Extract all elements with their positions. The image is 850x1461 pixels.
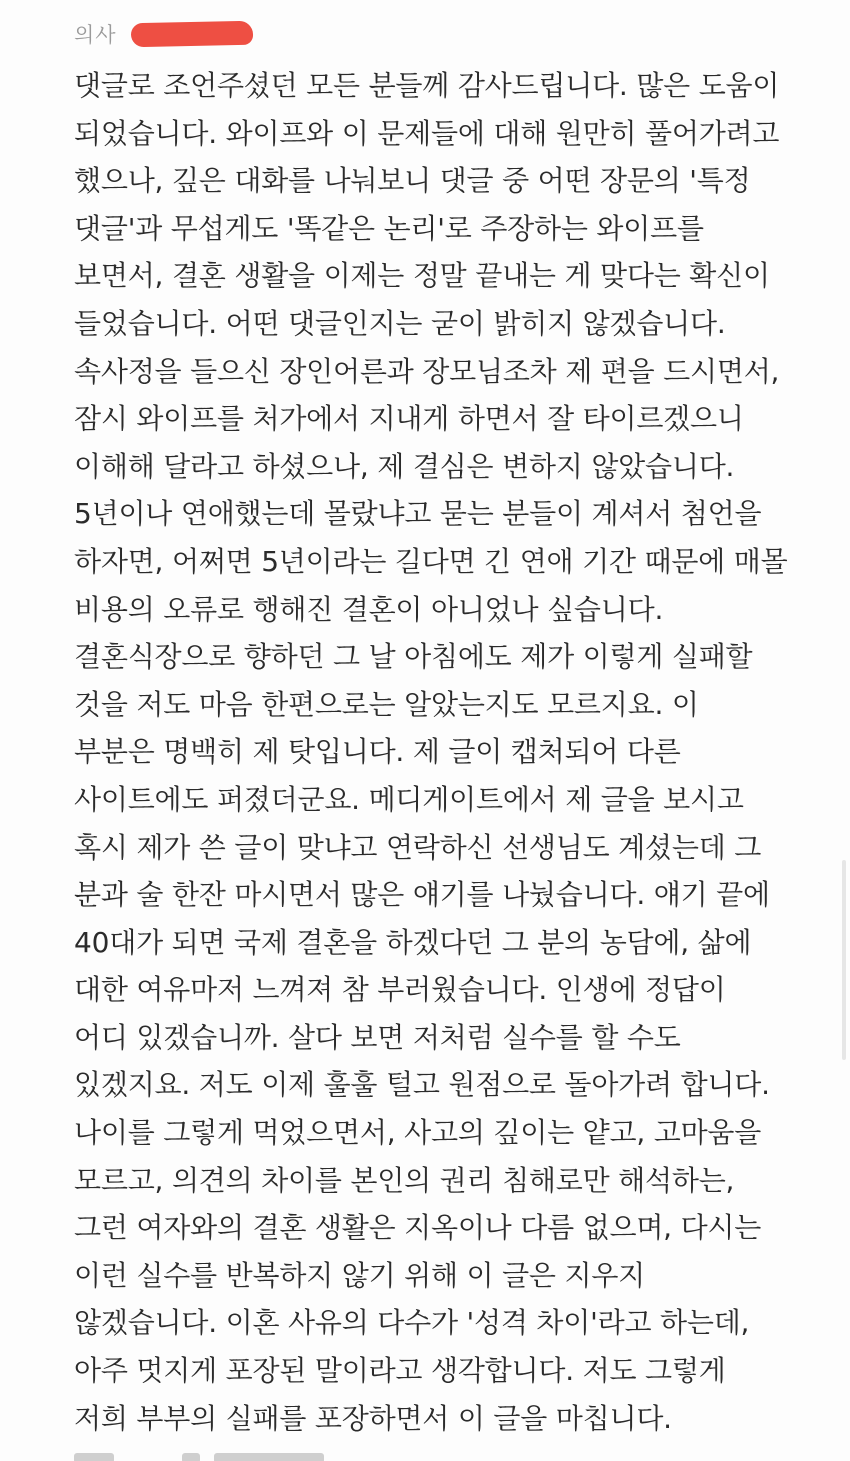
post-text-line: 있겠지요. 저도 이제 훌훌 털고 원점으로 돌아가려 합니다. bbox=[74, 1068, 770, 1102]
redacted-username-mark bbox=[130, 21, 252, 48]
scrollbar[interactable] bbox=[842, 860, 846, 1060]
post-text-line: 했으나, 깊은 대화를 나눠보니 댓글 중 어떤 장문의 '특정 bbox=[74, 164, 751, 198]
post-text-line: 혹시 제가 쓴 글이 맞냐고 연락하신 선생님도 계셨는데 그 bbox=[74, 830, 762, 864]
post-text-line: 사이트에도 퍼졌더군요. 메디게이트에서 제 글을 보시고 bbox=[74, 782, 744, 816]
post-text-line: 그런 여자와의 결혼 생활은 지옥이나 다름 없으며, 다시는 bbox=[74, 1211, 762, 1245]
next-comment-header-peek bbox=[74, 1447, 334, 1461]
post-text-line: 잠시 와이프를 처가에서 지내게 하면서 잘 타이르겠으니 bbox=[74, 402, 744, 436]
post-text-line: 분과 술 한잔 마시면서 많은 얘기를 나눴습니다. 얘기 끝에 bbox=[74, 878, 770, 912]
post-text-line: 아주 멋지게 포장된 말이라고 생각합니다. 저도 그렇게 bbox=[74, 1354, 726, 1388]
post-header bbox=[74, 18, 253, 50]
post-text-line: 되었습니다. 와이프와 이 문제들에 대해 원만히 풀어가려고 bbox=[74, 116, 780, 150]
post-text-line: 댓글로 조언주셨던 모든 분들께 감사드립니다. 많은 도움이 bbox=[74, 69, 780, 102]
author-occupation: 의사 bbox=[74, 23, 117, 47]
post-text-line: 결혼식장으로 향하던 그 날 아침에도 제가 이렇게 실패할 bbox=[74, 640, 753, 674]
post-text-line: 것을 저도 마음 한편으로는 알았는지도 모르지요. 이 bbox=[74, 687, 699, 721]
post-body bbox=[74, 62, 814, 1442]
post-text-line: 이해해 달라고 하셨으나, 제 결심은 변하지 않았습니다. bbox=[74, 449, 735, 483]
post-text-line: 모르고, 의견의 차이를 본인의 권리 침해로만 해석하는, bbox=[74, 1163, 735, 1197]
post-text-line: 보면서, 결혼 생활을 이제는 정말 끝내는 게 맞다는 확신이 bbox=[74, 259, 770, 293]
post-text-line: 저희 부부의 실패를 포장하면서 이 글을 마칩니다. bbox=[74, 1401, 672, 1435]
post-text-line: 부분은 명백히 제 탓입니다. 제 글이 캡처되어 다른 bbox=[74, 735, 681, 769]
post-text-line: 40대가 되면 국제 결혼을 하겠다던 그 분의 농담에, 삶에 bbox=[74, 925, 752, 959]
post-text-line: 대한 여유마저 느껴져 참 부러웠습니다. 인생에 정답이 bbox=[74, 973, 726, 1007]
post-text-line: 어디 있겠습니까. 살다 보면 저처럼 실수를 할 수도 bbox=[74, 1020, 681, 1054]
post-text-line: 나이를 그렇게 먹었으면서, 사고의 깊이는 얕고, 고마움을 bbox=[74, 1116, 762, 1150]
post-text-line: 비용의 오류로 행해진 결혼이 아니었나 싶습니다. bbox=[74, 592, 664, 626]
post-text-line: 속사정을 들으신 장인어른과 장모님조차 제 편을 드시면서, bbox=[74, 354, 780, 388]
post-text-line: 들었습니다. 어떤 댓글인지는 굳이 밝히지 않겠습니다. bbox=[74, 306, 726, 340]
post-text-line: 이런 실수를 반복하지 않기 위해 이 글은 지우지 bbox=[74, 1258, 646, 1292]
post-text-line: 않겠습니다. 이혼 사유의 다수가 '성격 차이'라고 하는데, bbox=[74, 1306, 750, 1340]
post-text-line: 댓글'과 무섭게도 '똑같은 논리'로 주장하는 와이프를 bbox=[74, 211, 704, 245]
post-text-line: 하자면, 어쩌면 5년이라는 길다면 긴 연애 기간 때문에 매몰 bbox=[74, 544, 788, 578]
post-text-line: 5년이나 연애했는데 몰랐냐고 묻는 분들이 계셔서 첨언을 bbox=[74, 497, 762, 531]
